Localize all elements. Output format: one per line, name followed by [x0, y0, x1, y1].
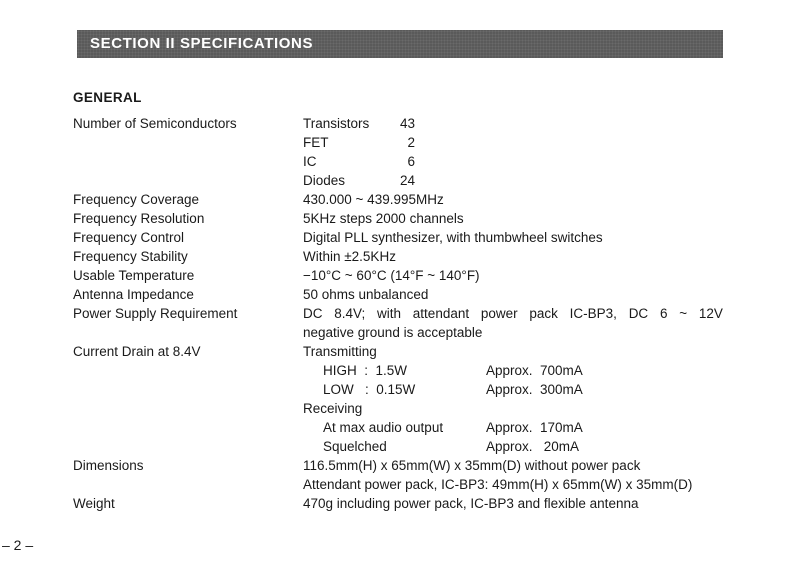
transmitting-label: Transmitting — [303, 344, 377, 359]
power-supply-label: Power Supply Requirement — [73, 306, 238, 321]
receiving-label: Receiving — [303, 401, 363, 416]
weight-label: Weight — [73, 496, 115, 511]
power-word: IC-BP3, — [569, 306, 617, 321]
ic-label: IC — [303, 154, 317, 169]
spec-value: Digital PLL synthesizer, with thumbwheel switches — [303, 230, 603, 245]
fet-count: 2 — [407, 135, 415, 150]
section-title: SECTION II SPECIFICATIONS — [90, 35, 314, 52]
dimensions-line1: 116.5mm(H) x 65mm(W) x 35mm(D) without power pack — [303, 458, 641, 473]
high-power-label: HIGH : 1.5W — [323, 363, 408, 378]
power-word: attendant — [412, 306, 470, 321]
low-power-label: LOW : 0.15W — [323, 382, 416, 397]
spec-value: Within ±2.5KHz — [303, 249, 396, 264]
spec-label: Frequency Coverage — [73, 192, 200, 207]
spec-label: Antenna Impedance — [73, 287, 194, 302]
power-supply-line2: negative ground is acceptable — [303, 325, 483, 340]
power-word: DC — [628, 306, 649, 321]
power-word: ~ — [679, 306, 688, 321]
max-audio-value: Approx. 170mA — [486, 420, 583, 435]
spec-label: Frequency Control — [73, 230, 185, 245]
spec-value: 430.000 ~ 439.995MHz — [303, 192, 444, 207]
squelched-value: Approx. 20mA — [486, 439, 580, 454]
general-heading: GENERAL — [73, 90, 142, 105]
power-word: 12V — [698, 306, 723, 321]
power-word: power — [480, 306, 518, 321]
transistors-label: Transistors — [303, 116, 370, 131]
power-word: 6 — [659, 306, 668, 321]
power-word: with — [377, 306, 402, 321]
dimensions-label: Dimensions — [73, 458, 144, 473]
diodes-label: Diodes — [303, 173, 346, 188]
weight-value: 470g including power pack, IC-BP3 and flexible antenna — [303, 496, 639, 511]
current-drain-label: Current Drain at 8.4V — [73, 344, 201, 359]
fet-label: FET — [303, 135, 329, 150]
diodes-count: 24 — [399, 173, 415, 188]
power-word: DC — [303, 306, 323, 321]
spec-label: Frequency Resolution — [73, 211, 205, 226]
power-word: pack — [529, 306, 558, 321]
spec-value: −10°C ~ 60°C (14°F ~ 140°F) — [303, 268, 480, 283]
semiconductors-label: Number of Semiconductors — [73, 116, 237, 131]
spec-value: 50 ohms unbalanced — [303, 287, 429, 302]
power-word: 8.4V; — [334, 306, 366, 321]
page-number: – 2 – — [2, 537, 34, 553]
power-supply-line1 — [303, 305, 723, 323]
max-audio-label: At max audio output — [323, 420, 444, 435]
high-power-value: Approx. 700mA — [486, 363, 583, 378]
spec-label: Frequency Stability — [73, 249, 188, 264]
transistors-count: 43 — [399, 116, 415, 131]
dimensions-line2: Attendant power pack, IC-BP3: 49mm(H) x 65mm(W) x 35mm(D) — [303, 477, 693, 492]
section-banner — [77, 30, 723, 58]
ic-count: 6 — [407, 154, 415, 169]
spec-label: Usable Temperature — [73, 268, 195, 283]
low-power-value: Approx. 300mA — [486, 382, 583, 397]
spec-value: 5KHz steps 2000 channels — [303, 211, 464, 226]
squelched-label: Squelched — [323, 439, 387, 454]
